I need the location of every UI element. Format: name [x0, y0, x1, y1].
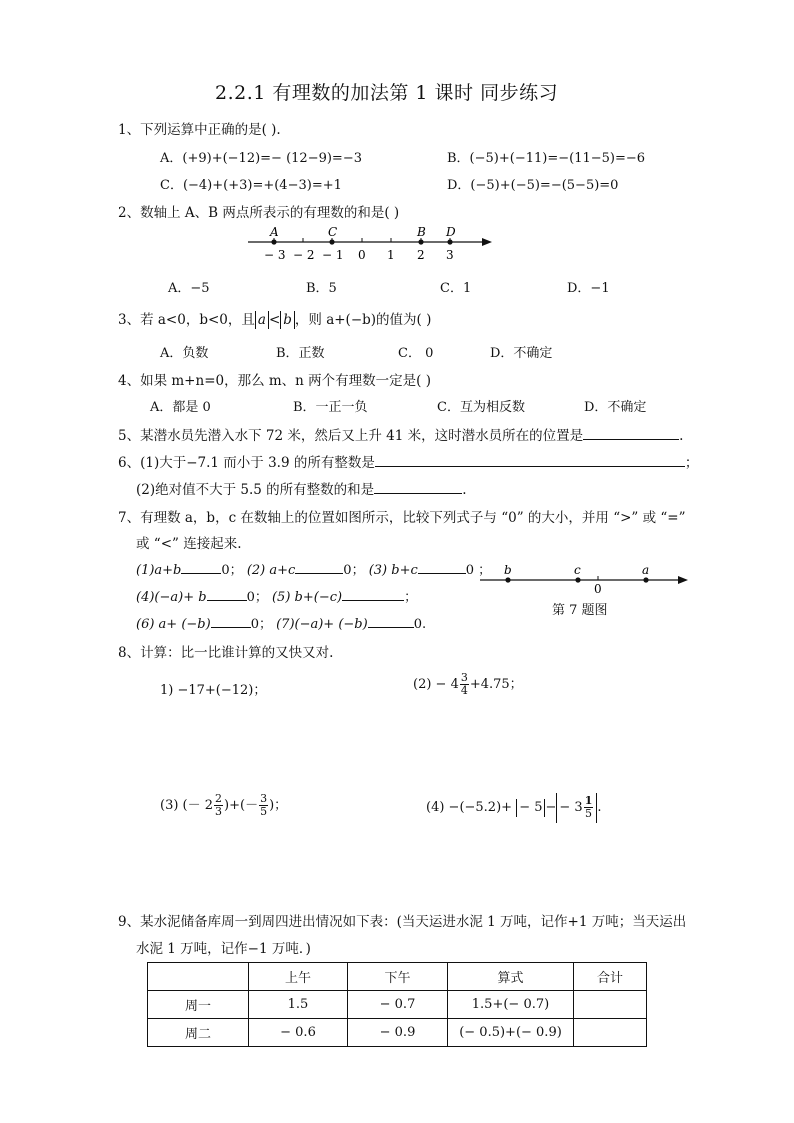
fraction: $\frac{1}{5}$ — [584, 794, 593, 820]
answer-blank[interactable] — [368, 615, 414, 628]
point-label-a: A — [270, 225, 279, 239]
table-row — [148, 991, 647, 1019]
table-header-row — [148, 963, 647, 991]
question-1-option-d: D．(−5)+(−5)=−(5−5)=0 — [447, 178, 619, 193]
question-2-stem: 2、数轴上 A、B 两点所表示的有理数的和是( ) — [118, 205, 400, 221]
point-c-dot — [575, 577, 580, 582]
answer-blank[interactable] — [295, 561, 343, 574]
question-2-number-line — [240, 222, 500, 266]
table-cell[interactable] — [574, 991, 647, 1019]
answer-blank[interactable] — [583, 427, 679, 440]
question-1-option-b: B．(−5)+(−11)=−(11−5)=−6 — [447, 151, 646, 166]
question-6-part-2: (2)绝对值不大于 5.5 的所有整数的和是 . — [136, 482, 467, 498]
point-label-b: b — [504, 563, 512, 577]
table-cell: − 0.9 — [348, 1019, 448, 1047]
question-7-row-1: (1)a+b 0； (2) a+c 0； (3) b+c 0 ； — [136, 563, 492, 578]
answer-blank[interactable] — [374, 481, 462, 494]
question-1-option-a: A．(+9)+(−12)=− (12−9)=−3 — [160, 151, 362, 166]
abs-value: − 5 — [516, 799, 545, 817]
question-6-part-1-text: 6、(1)大于−7.1 而小于 3.9 的所有整数是 — [118, 455, 375, 471]
tick-label: 1 — [387, 248, 395, 262]
question-7-row-3: (6) a+ (−b) 0； (7)(−a)+ (−b) 0. — [136, 617, 427, 632]
tick-label: − 3 — [264, 248, 286, 262]
question-4-stem: 4、如果 m+n=0，那么 m、n 两个有理数一定是( ) — [118, 373, 431, 389]
question-3-option-b: B．正数 — [276, 346, 325, 361]
question-7-line-1: 7、有理数 a，b，c 在数轴上的位置如图所示，比较下列式子与 “0” 的大小，并用 “>” 或 “=” — [118, 510, 686, 526]
page-title: 2.2.1 有理数的加法第 1 课时 同步练习 — [215, 82, 559, 104]
question-6-part-1: 6、(1)大于−7.1 而小于 3.9 的所有整数是 ； — [118, 455, 699, 471]
question-8-part-4: (4) −(−5.2)+ − 5 − − 3 $\frac{1}{5}$ . — [426, 793, 601, 823]
question-3-option-a: A．负数 — [160, 346, 209, 361]
less-than: < — [268, 312, 281, 328]
fraction: $\frac{3}{5}$ — [260, 792, 268, 818]
fraction: $\frac{3}{4}$ — [460, 671, 468, 697]
question-3-stem-post: ，则 a+(−b)的值为( ) — [294, 312, 432, 328]
question-3-stem-pre: 3、若 a<0，b<0，且 — [118, 312, 255, 328]
question-4-option-a: A．都是 0 — [150, 400, 211, 415]
table-header-cell: 下午 — [348, 963, 448, 991]
table-row — [148, 1019, 647, 1047]
tick-label: 3 — [446, 248, 454, 262]
data-table — [147, 962, 647, 1047]
table-header-cell: 合计 — [574, 963, 647, 991]
point-label-a: a — [642, 563, 650, 577]
answer-blank[interactable] — [418, 561, 466, 574]
point-a-dot — [643, 577, 648, 582]
point-label-d: D — [446, 225, 456, 239]
question-8-part-3: (3) (－ 2 $\frac{2}{3}$ )+(－ $\frac{3}{5}$ )； — [160, 792, 288, 818]
question-5-stem: 5、某潜水员先潜入水下 72 米，然后又上升 41 米，这时潜水员所在的位置是 . — [118, 428, 684, 444]
table-header-cell — [148, 963, 249, 991]
abs-value: − 3 $\frac{1}{5}$ — [556, 793, 597, 823]
answer-blank[interactable] — [211, 615, 251, 628]
point-b-dot — [505, 577, 510, 582]
table-cell: 周二 — [148, 1019, 249, 1047]
question-7-line-2: 或 “<” 连接起来. — [136, 536, 242, 552]
table-cell: 周一 — [148, 991, 249, 1019]
answer-blank[interactable] — [181, 561, 221, 574]
tick-label: − 2 — [293, 248, 315, 262]
answer-blank[interactable] — [207, 588, 247, 601]
answer-blank[interactable] — [375, 454, 685, 467]
point-c-dot — [329, 239, 334, 244]
question-8-part-1: 1) −17+(−12)； — [160, 683, 267, 698]
question-3-option-c: C． 0 — [398, 346, 434, 361]
table-cell[interactable] — [574, 1019, 647, 1047]
point-a-dot — [271, 239, 276, 244]
abs-b: b — [280, 311, 295, 329]
point-label-c: c — [574, 563, 581, 577]
question-4-option-c: C．互为相反数 — [437, 400, 525, 415]
question-6-part-2-text: (2)绝对值不大于 5.5 的所有整数的和是 — [136, 482, 375, 498]
tick-label: − 1 — [322, 248, 344, 262]
point-label-c: C — [328, 225, 338, 239]
table-header-cell: 上午 — [249, 963, 348, 991]
question-7-number-line — [474, 560, 694, 596]
figure-caption: 第 7 题图 — [552, 603, 608, 618]
tick-label: 2 — [417, 248, 425, 262]
table-cell: − 0.6 — [249, 1019, 348, 1047]
question-5-text: 5、某潜水员先潜入水下 72 米，然后又上升 41 米，这时潜水员所在的位置是 — [118, 428, 584, 444]
table-cell: 1.5 — [249, 991, 348, 1019]
point-b-dot — [418, 239, 423, 244]
answer-blank[interactable] — [342, 588, 404, 601]
question-2-option-c: C．1 — [440, 281, 472, 296]
question-9-line-2: 水泥 1 万吨，记作−1 万吨．) — [136, 941, 311, 957]
question-2-option-d: D．−1 — [567, 281, 610, 296]
question-2-option-b: B．5 — [306, 281, 337, 296]
abs-a: a — [255, 311, 269, 329]
fraction: $\frac{2}{3}$ — [215, 792, 223, 818]
point-label-zero: 0 — [594, 582, 602, 596]
question-3-option-d: D．不确定 — [490, 346, 553, 361]
question-2-option-a: A．−5 — [168, 281, 210, 296]
table-cell: (− 0.5)+(− 0.9) — [448, 1019, 574, 1047]
question-4-option-d: D．不确定 — [584, 400, 647, 415]
question-8-stem: 8、计算：比一比谁计算的又快又对. — [118, 645, 334, 661]
question-9-line-1: 9、某水泥储备库周一到周四进出情况如下表：(当天运进水泥 1 万吨，记作+1 万吨；当天运出 — [118, 914, 687, 930]
tick-label: 0 — [358, 248, 366, 262]
arrow-right-icon — [482, 238, 492, 246]
question-1-option-c: C．(−4)+(+3)=+(4−3)=+1 — [160, 178, 342, 193]
point-d-dot — [447, 239, 452, 244]
table-header-cell: 算式 — [448, 963, 574, 991]
point-label-b: B — [417, 225, 426, 239]
question-3-stem — [118, 308, 431, 329]
question-4-option-b: B．一正一负 — [293, 400, 368, 415]
question-1-stem: 1、下列运算中正确的是( ). — [118, 122, 281, 138]
question-7-row-2: (4)(−a)+ b 0； (5) b+(−c) ； — [136, 590, 418, 605]
arrow-right-icon — [678, 576, 688, 584]
question-8-part-2: (2) − 4 $\frac{3}{4}$ +4.75； — [413, 671, 523, 697]
table-cell: − 0.7 — [348, 991, 448, 1019]
table-cell: 1.5+(− 0.7) — [448, 991, 574, 1019]
